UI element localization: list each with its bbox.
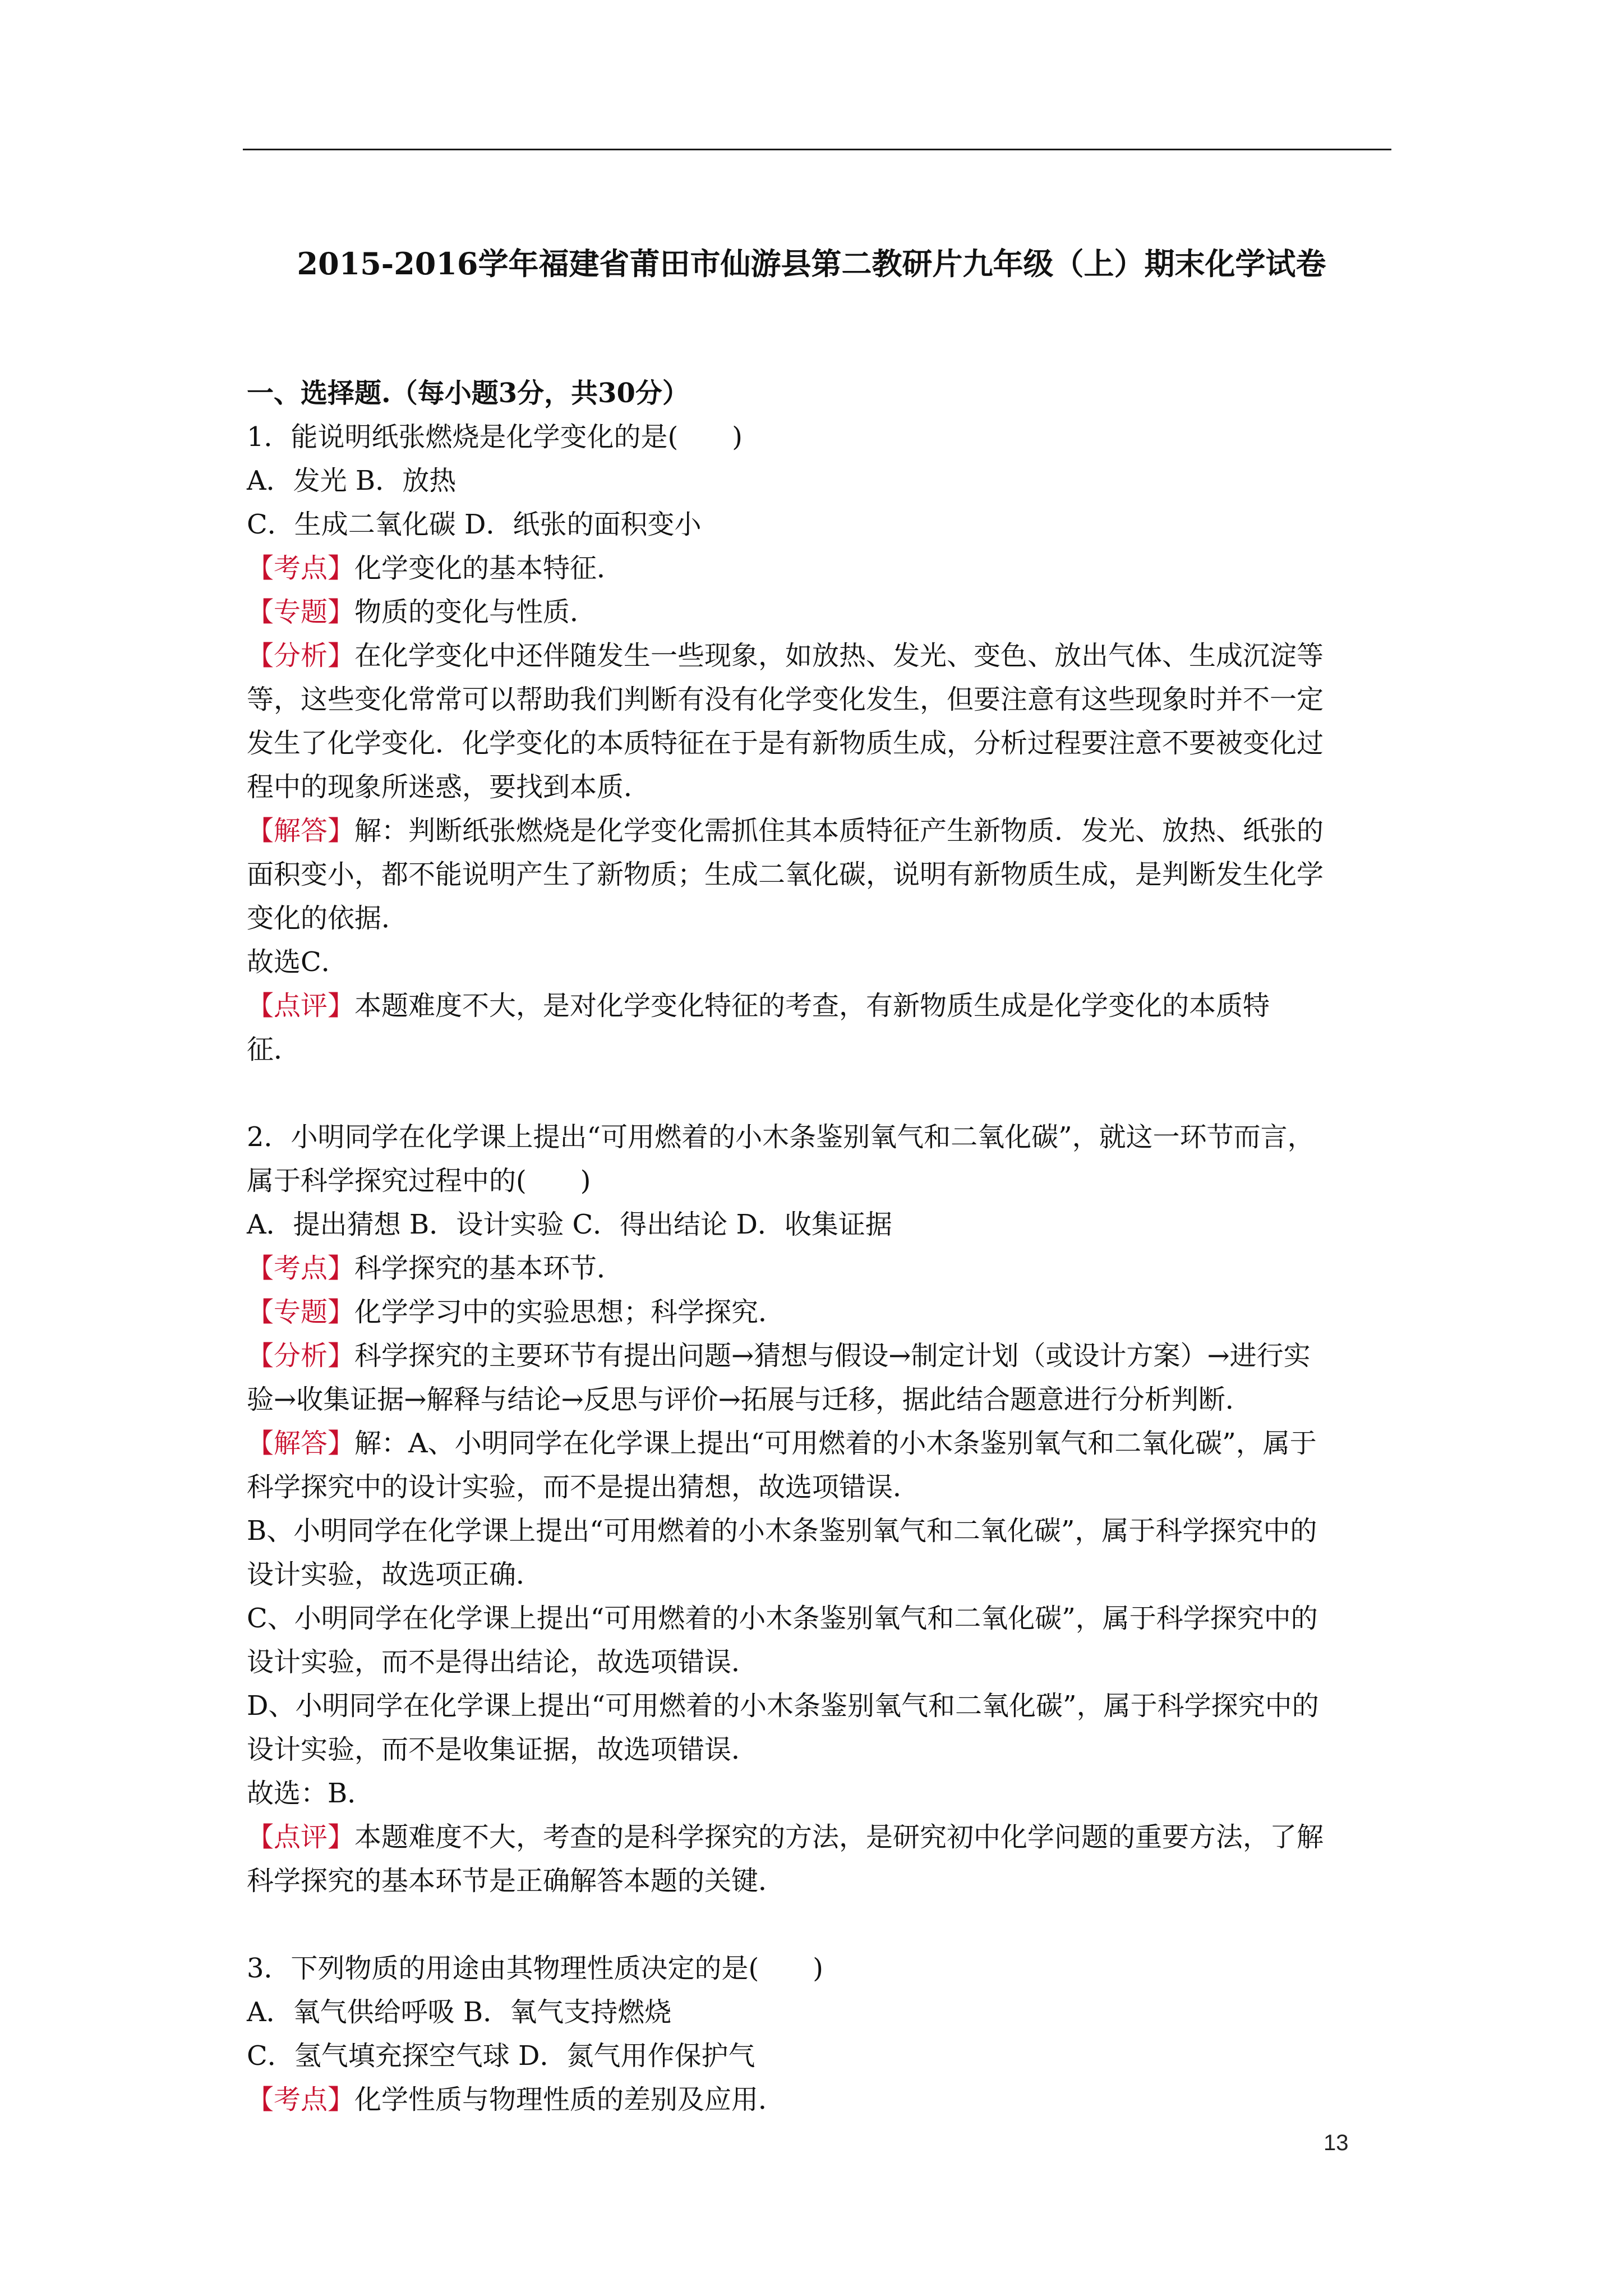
question-options: A．氧气供给呼吸 B．氧气支持燃烧 [247,1996,672,2028]
jieda-continuation: C、小明同学在化学课上提出“可用燃着的小木条鉴别氧气和二氧化碳”，属于科学探究中的 [247,1603,1318,1634]
fenxi-text: 在化学变化中还伴随发生一些现象，如放热、发光、变色、放出气体、生成沉淀等 [354,640,1324,671]
jieda-continuation: 设计实验，而不是收集证据，故选项错误． [247,1734,759,1765]
question-stem: 1．能说明纸张燃烧是化学变化的是( ) [247,421,743,453]
jieda-continuation: D、小明同学在化学课上提出“可用燃着的小木条鉴别氧气和二氧化碳”，属于科学探究中的 [247,1690,1319,1722]
dianping-continuation: 科学探究的基本环节是正确解答本题的关键． [247,1865,786,1897]
zhuanti-text: 物质的变化与性质． [354,596,597,628]
kaodian-tag: 【考点】 [247,1253,355,1284]
question-spacer [247,1903,1402,1947]
jieda-line [247,1421,1402,1465]
jieda-continuation: 科学探究中的设计实验，而不是提出猜想，故选项错误． [247,1471,920,1503]
jieda-tag: 【解答】 [247,815,355,846]
zhuanti-tag: 【专题】 [247,1296,355,1328]
kaodian-text: 化学性质与物理性质的差别及应用． [354,2084,786,2115]
jieda-tag: 【解答】 [247,1428,355,1459]
question-spacer [247,1071,1402,1115]
dianping-tag: 【点评】 [247,990,355,1022]
fenxi-continuation: 等，这些变化常常可以帮助我们判断有没有化学变化发生，但要注意有这些现象时并不一定 [247,684,1324,715]
zhuanti-tag: 【专题】 [247,596,355,628]
dianping-line [247,984,1402,1028]
answer-line: 故选：B． [247,1778,375,1809]
header-rule [243,149,1391,150]
answer-line: 故选C． [247,946,348,978]
question-stem: 2．小明同学在化学课上提出“可用燃着的小木条鉴别氧气和二氧化碳”，就这一环节而言， [247,1121,1315,1153]
dianping-text: 本题难度不大，是对化学变化特征的考查，有新物质生成是化学变化的本质特 [354,990,1270,1022]
jieda-text: 解：判断纸张燃烧是化学变化需抓住其本质特征产生新物质．发光、放热、纸张的 [354,815,1324,846]
fenxi-continuation: 发生了化学变化．化学变化的本质特征在于是有新物质生成，分析过程要注意不要被变化过 [247,728,1324,759]
question-1 [247,415,1402,1071]
kaodian-tag: 【考点】 [247,553,355,584]
question-2 [247,1115,1402,1903]
fenxi-tag: 【分析】 [247,1340,355,1372]
question-options: A．提出猜想 B．设计实验 C．得出结论 D．收集证据 [247,1209,892,1240]
jieda-continuation: 变化的依据． [247,903,409,934]
question-stem: 属于科学探究过程中的( ) [247,1165,591,1197]
page-title: 2015-2016学年福建省莆田市仙游县第二教研片九年级（上）期末化学试卷 [297,246,1326,282]
question-options: C．生成二氧化碳 D．纸张的面积变小 [247,509,702,540]
kaodian-text: 科学探究的基本环节． [354,1253,624,1284]
fenxi-text: 科学探究的主要环节有提出问题→猜想与假设→制定计划（或设计方案）→进行实 [354,1340,1311,1372]
document-body [247,371,1402,2122]
zhuanti-line [247,1290,1402,1334]
kaodian-line [247,546,1402,590]
zhuanti-text: 化学学习中的实验思想；科学探究． [354,1296,786,1328]
dianping-text: 本题难度不大，考查的是科学探究的方法，是研究初中化学问题的重要方法，了解 [354,1821,1324,1853]
kaodian-line [247,2078,1402,2122]
jieda-continuation: 设计实验，而不是得出结论，故选项错误． [247,1646,759,1678]
jieda-continuation: B、小明同学在化学课上提出“可用燃着的小木条鉴别氧气和二氧化碳”，属于科学探究中的 [247,1515,1317,1547]
section-heading: 一、选择题.（每小题3分，共30分） [247,378,689,409]
question-options: A．发光 B．放热 [247,465,457,496]
dianping-continuation: 征． [247,1034,301,1065]
page-number: 13 [1324,2131,1349,2155]
fenxi-tag: 【分析】 [247,640,355,671]
fenxi-line [247,634,1402,678]
question-stem: 3．下列物质的用途由其物理性质决定的是( ) [247,1953,823,1984]
question-3 [247,1947,1402,2122]
question-options: C．氢气填充探空气球 D．氮气用作保护气 [247,2040,755,2072]
kaodian-tag: 【考点】 [247,2084,355,2115]
kaodian-text: 化学变化的基本特征． [354,553,624,584]
jieda-text: 解：A、小明同学在化学课上提出“可用燃着的小木条鉴别氧气和二氧化碳”，属于 [354,1428,1317,1459]
fenxi-continuation: 验→收集证据→解释与结论→反思与评价→拓展与迁移，据此结合题意进行分析判断． [247,1384,1252,1415]
fenxi-line [247,1334,1402,1378]
dianping-line [247,1815,1402,1859]
jieda-continuation: 面积变小，都不能说明产生了新物质；生成二氧化碳，说明有新物质生成，是判断发生化学 [247,859,1324,890]
zhuanti-line [247,590,1402,634]
jieda-continuation: 设计实验，故选项正确． [247,1559,543,1590]
fenxi-continuation: 程中的现象所迷惑，要找到本质． [247,771,651,803]
jieda-line [247,809,1402,853]
kaodian-line [247,1246,1402,1290]
dianping-tag: 【点评】 [247,1821,355,1853]
